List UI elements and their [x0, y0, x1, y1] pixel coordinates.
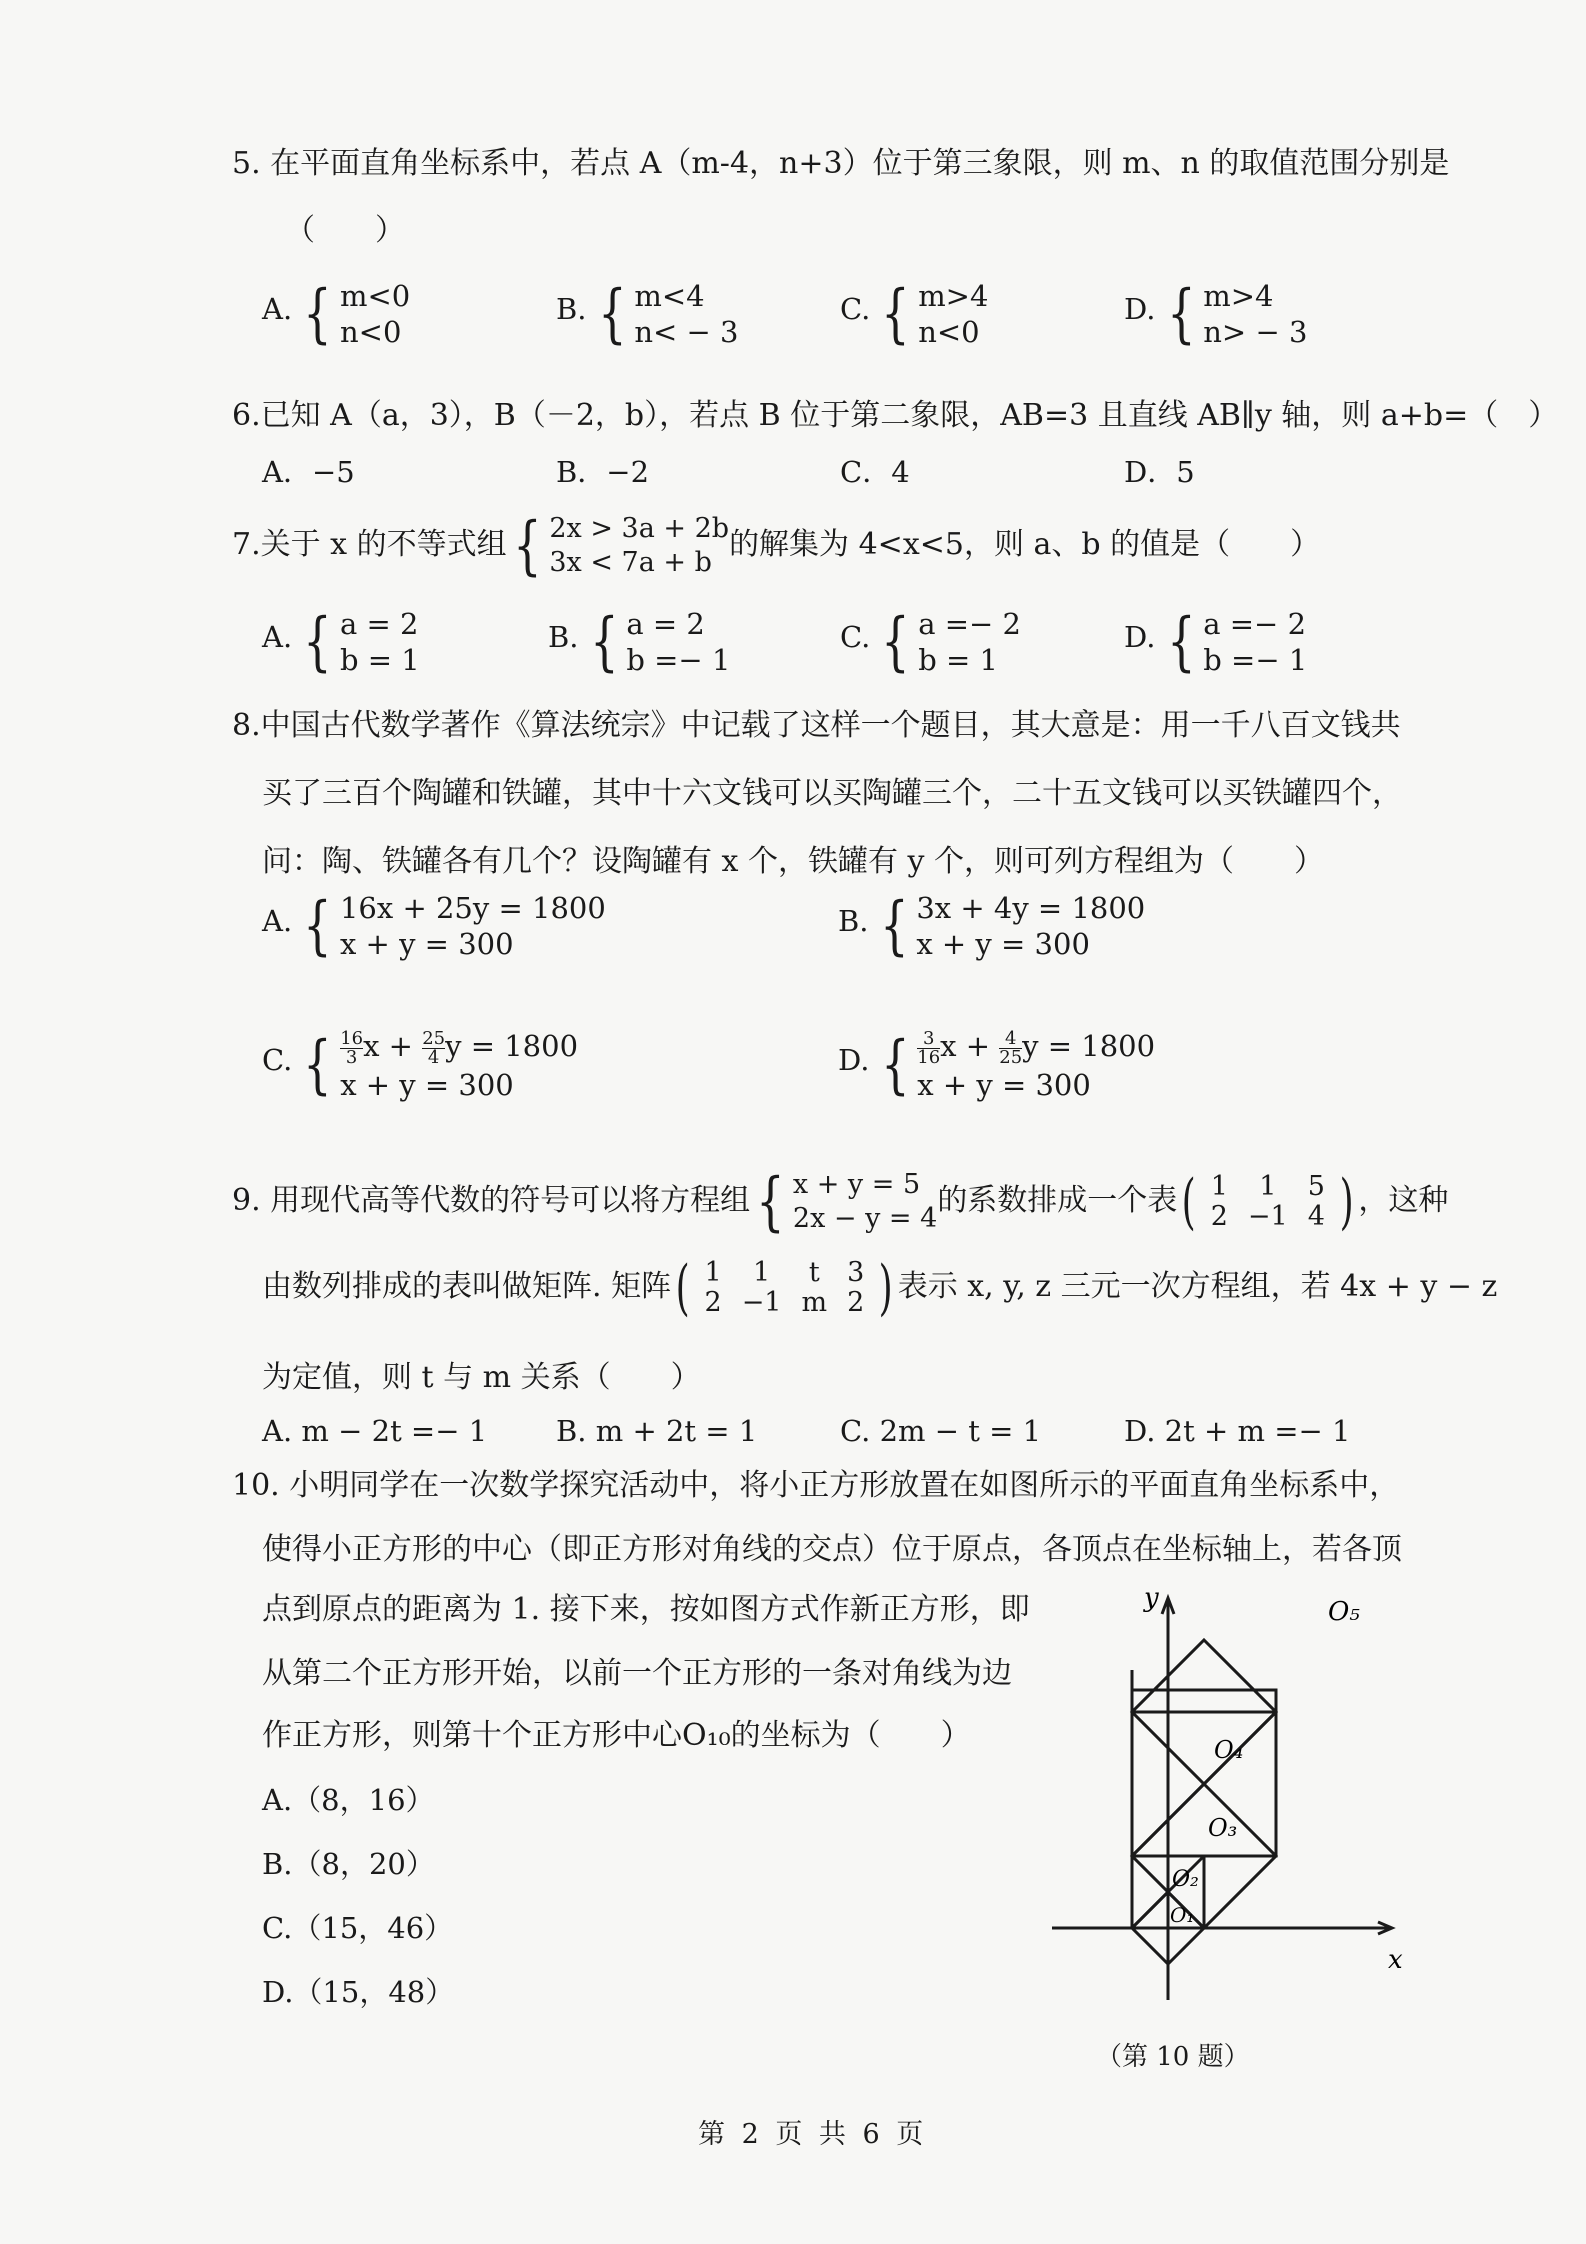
label-o3: O₃	[1208, 1814, 1238, 1842]
q8-option-b-label: B.	[838, 903, 869, 938]
q10-option-b[interactable]: B.（8，20）	[262, 1847, 435, 1881]
q7-stem	[232, 508, 1321, 583]
q10-figure-caption: （第 10 题）	[1096, 2042, 1250, 2072]
q8-option-a[interactable]	[262, 890, 606, 963]
q9-line-3: 为定值，则 t 与 m 关系（ ）	[262, 1360, 701, 1395]
q5-option-b-label: B.	[556, 291, 587, 326]
q9-line-1	[232, 1164, 1449, 1239]
q7-inequality-system: { 2x > 3a + 2b 3x < 7a + b	[512, 508, 730, 583]
q6-option-d[interactable]: D．5	[1124, 455, 1195, 489]
q10-option-d[interactable]: D.（15，48）	[262, 1975, 455, 2009]
q5-answer-paren: （ ）	[285, 213, 405, 248]
q7-option-c-label: C.	[840, 619, 871, 654]
label-o2: O₂	[1172, 1867, 1199, 1892]
q9-matrix: ( 1 1 t 3 2 −1 m 2 )	[675, 1253, 894, 1323]
q10-option-a[interactable]: A.（8，16）	[262, 1783, 435, 1817]
q8-option-c-system: { $\frac{16}{3}$ x + $\frac{25}{4}$ y = 1800 x + y = 300	[303, 1027, 579, 1103]
q5-option-a-system: { m<0 n<0	[303, 277, 411, 352]
q5-option-a[interactable]	[262, 278, 410, 351]
q7-option-d-label: D.	[1124, 619, 1156, 654]
q6-option-c[interactable]: C．4	[840, 455, 910, 489]
q10-line-4: 从第二个正方形开始，以前一个正方形的一条对角线为边	[262, 1656, 1012, 1691]
q10-line-1: 10. 小明同学在一次数学探究活动中，将小正方形放置在如图所示的平面直角坐标系中，	[232, 1468, 1400, 1503]
q5-option-c-system: { m>4 n<0	[881, 277, 989, 352]
q7-option-a[interactable]	[262, 606, 420, 679]
q8-option-a-system: { 16x + 25y = 1800 x + y = 300	[303, 889, 606, 964]
q5-stem: 5. 在平面直角坐标系中，若点 A（m-4，n+3）位于第三象限，则 m、n 的取值范围分别是	[232, 146, 1450, 181]
q8-option-a-label: A.	[262, 903, 293, 938]
q5-option-d-label: D.	[1124, 291, 1156, 326]
q8-option-d-system: { $\frac{3}{16}$ x + $\frac{4}{25}$ y = 1800 x + y = 300	[880, 1027, 1156, 1103]
label-o4: O₄	[1214, 1736, 1244, 1764]
q10-line-3: 点到原点的距离为 1. 接下来，按如图方式作新正方形，即	[262, 1592, 1030, 1627]
q9-line-1-post: ，这种	[1358, 1182, 1449, 1218]
q9-line-2	[262, 1253, 1498, 1323]
q10-figure	[1040, 1570, 1420, 2040]
q8-option-b-system: { 3x + 4y = 1800 x + y = 300	[879, 889, 1146, 964]
q10-line-5: 作正方形，则第十个正方形中心O₁₀的坐标为（ ）	[262, 1718, 971, 1753]
q9-line-1-mid: 的系数排成一个表	[937, 1182, 1178, 1218]
q9-equation-system: { x + y = 5 2x − y = 4	[756, 1164, 938, 1239]
label-o1: O₁	[1170, 1903, 1195, 1927]
q5-option-c-label: C.	[840, 291, 871, 326]
q9-option-b[interactable]: B. m + 2t = 1	[556, 1414, 758, 1448]
q5-option-d-system: { m>4 n> − 3	[1166, 277, 1308, 352]
q8-line-3: 问：陶、铁罐各有几个？设陶罐有 x 个，铁罐有 y 个，则可列方程组为（ ）	[262, 844, 1325, 879]
q8-option-d[interactable]	[838, 1028, 1155, 1103]
q8-option-b[interactable]	[838, 890, 1145, 963]
q7-option-d[interactable]	[1124, 606, 1307, 679]
q8-option-d-label: D.	[838, 1042, 870, 1077]
q9-coefficient-matrix: ( 1 1 5 2 −1 4 )	[1181, 1166, 1354, 1237]
q7-option-d-system: { a =− 2 b =− 1	[1166, 605, 1308, 680]
q8-option-c-label: C.	[262, 1042, 293, 1077]
q10-line-2: 使得小正方形的中心（即正方形对角线的交点）位于原点，各顶点在坐标轴上，若各顶	[262, 1532, 1402, 1567]
q10-option-c[interactable]: C.（15，46）	[262, 1911, 454, 1945]
q6-option-b[interactable]: B．−2	[556, 455, 650, 489]
q7-option-b[interactable]	[548, 606, 730, 679]
q8-option-c[interactable]	[262, 1028, 578, 1103]
q6-option-a[interactable]: A．−5	[262, 455, 355, 489]
q5-option-b-system: { m<4 n< − 3	[597, 277, 739, 352]
q5-option-a-label: A.	[262, 291, 293, 326]
x-axis-label: x	[1388, 1945, 1403, 1975]
q9-line-1-pre: 9. 用现代高等代数的符号可以将方程组	[232, 1182, 751, 1218]
q5-option-c[interactable]	[840, 278, 988, 351]
q7-option-a-system: { a = 2 b = 1	[303, 605, 420, 680]
square-5-extension	[1132, 1690, 1276, 1712]
q9-option-a[interactable]: A. m − 2t =− 1	[262, 1414, 488, 1448]
label-o5: O₅	[1328, 1597, 1360, 1627]
q5-option-b[interactable]	[556, 278, 739, 351]
q9-line-2-pre: 由数列排成的表叫做矩阵. 矩阵	[262, 1269, 672, 1304]
q9-option-c[interactable]: C. 2m − t = 1	[840, 1414, 1042, 1448]
q6-stem: 6.已知 A（a，3），B（－2，b），若点 B 位于第二象限，AB=3 且直线 AB∥y 轴，则 a+b=（ ）	[232, 398, 1559, 433]
q7-option-a-label: A.	[262, 619, 293, 654]
q9-option-d[interactable]: D. 2t + m =− 1	[1124, 1414, 1351, 1448]
q9-line-2-post: 表示 x, y, z 三元一次方程组，若 4x + y − z	[897, 1269, 1498, 1304]
q7-stem-pre: 7.关于 x 的不等式组	[232, 526, 507, 562]
q7-option-b-label: B.	[548, 619, 579, 654]
q5-option-d[interactable]	[1124, 278, 1307, 351]
q7-option-c[interactable]	[840, 606, 1021, 679]
q8-line-2: 买了三百个陶罐和铁罐，其中十六文钱可以买陶罐三个，二十五文钱可以买铁罐四个，	[262, 776, 1402, 811]
y-axis-label: y	[1144, 1583, 1159, 1613]
q8-line-1: 8.中国古代数学著作《算法统宗》中记载了这样一个题目，其大意是：用一千八百文钱共	[232, 708, 1401, 743]
q7-option-c-system: { a =− 2 b = 1	[881, 605, 1021, 680]
page-footer: 第 2 页 共 6 页	[698, 2119, 928, 2150]
q7-option-b-system: { a = 2 b =− 1	[589, 605, 731, 680]
q7-stem-post: 的解集为 4<x<5，则 a、b 的值是（ ）	[729, 526, 1321, 562]
